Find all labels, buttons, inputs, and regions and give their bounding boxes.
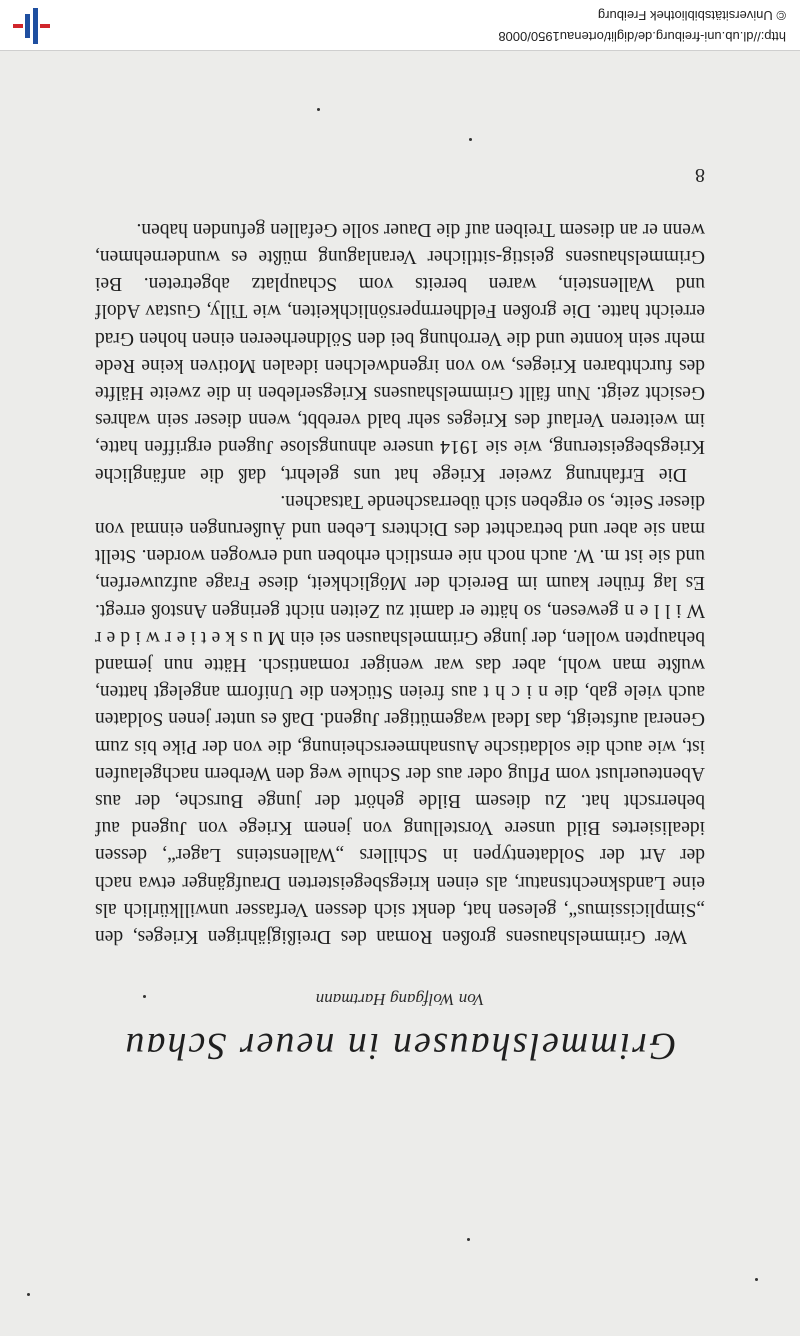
- scan-speck: [317, 108, 320, 111]
- paragraph: Die Erfahrung zweier Kriege hat uns gelehrt, daß die anfängliche Kriegsbegeisterung, wie sie 1914 unsere ahnungslose Jugend ergriffen hatte, im weiteren Verlauf des Krieges sehr bald verebbt, wenn dieser sein wahres Gesicht zeigt. Nun fällt Grimmelshausens Kriegserleben in die zweite Hälfte des furchtbaren Krieges, wo von irgendwelchen idealen Motiven keine Rede mehr sein konnte und die Verrohung bei den Söldnerheeren einen hohen Grad erreicht hatte. Die großen Feldherrnpersönlichkeiten, wie Tilly, Gustav Adolf und Wallenstein, waren bereits vom Schauplatz abgetreten. Bei Grimmelshausens geistig-sittlicher Veranlagung müßte es wundernehmen, wenn er an diesem Treiben auf die Dauer solle Gefallen gefunden haben.: [95, 218, 705, 485]
- scan-speck: [755, 1278, 758, 1281]
- scanned-page: [0, 51, 800, 1336]
- university-library-logo-icon: [12, 6, 52, 46]
- scan-speck: [469, 138, 472, 141]
- copyright-notice: © Universitätsbibliothek Freiburg: [597, 8, 786, 23]
- source-bar: [0, 0, 800, 51]
- article-author: Von Wolfgang Hartmann: [315, 990, 485, 1009]
- scan-speck: [143, 995, 146, 998]
- scan-speck: [467, 1238, 470, 1241]
- page-number: 8: [695, 164, 705, 186]
- source-url[interactable]: http://dl.ub.uni-freiburg.de/diglit/ortenau1950/0008: [498, 29, 786, 44]
- scan-speck: [27, 1293, 30, 1296]
- paragraph: Wer Grimmelshausens großen Roman des Dreißigjährigen Krieges, den „Simplicissimus“, gelesen hat, denkt sich dessen Verfasser unwillkürlich als eine Landsknechtsnatur, als einen kriegsbegeisterten Draufgänger etwa nach der Art der Soldatentypen in Schillers „Wallensteins Lager“, dessen idealisiertes Bild unsere Vorstellung von jenem Kriege von Jugend auf beherrscht hat. Zu diesem Bilde gehört der junge Bursche, der aus Abenteuerlust vom Pflug oder aus der Schule weg den Werbern nachgelaufen ist, wie auch die soldatische Ausnahmeerscheinung, die von der Pike bis zum General aufsteigt, das Ideal wagemütiger Jugend. Daß es unter jenen Soldaten auch viele gab, die n i c h t aus freien Stücken die Uniform angelegt hatten, wußte man wohl, aber das war weniger romantisch. Hätte nun jemand behaupten wollen, der junge Grimmelshausen sei ein M u s k e t i e r w i d e r W i l l e n gewesen, so hätte er damit zu Zeiten nicht geringen Anstoß erregt. Es lag früher kaum im Bereich der Möglichkeit, diese Frage aufzuwerfen, und sie ist m. W. auch noch nie ernstlich erhoben und erwogen worden. Stellt man sie aber und betrachtet des Dichters Leben und Äußerungen einmal von dieser Seite, so ergeben sich überraschende Tatsachen.: [95, 490, 705, 947]
- article-title: Grimmelshausen in neuer Schau: [123, 1025, 677, 1067]
- article-body: [95, 216, 705, 950]
